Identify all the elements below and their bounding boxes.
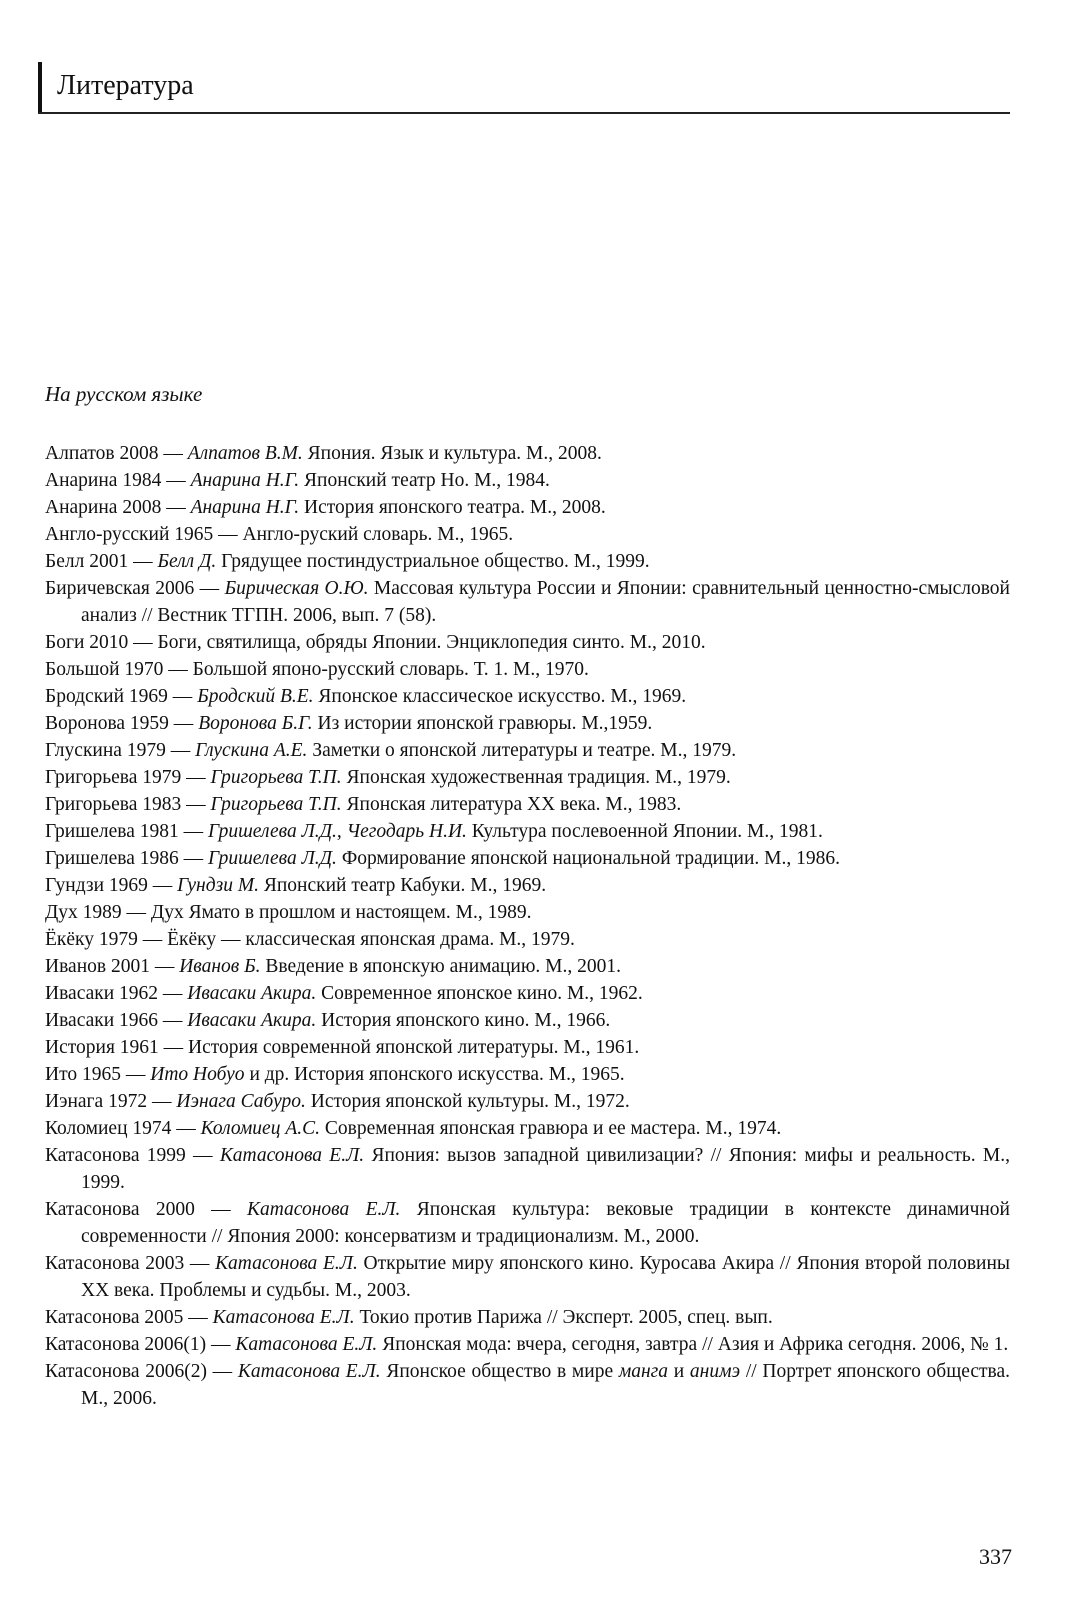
entry-author-italic: Катасонова Е.Л. [215,1253,358,1274]
bibliography-entry [45,1250,1010,1304]
entry-text: Алпатов 2008 — [45,443,188,464]
bibliography-entry [45,764,1010,791]
entry-text: Иэнага 1972 — [45,1091,177,1112]
entry-text: Дух 1989 — Дух Ямато в прошлом и настоящем. М., 1989. [45,902,532,923]
bibliography-entry [45,1142,1010,1196]
entry-text: Ёкёку 1979 — Ёкёку — классическая японская драма. М., 1979. [45,929,575,950]
bibliography-list [45,440,1010,1412]
entry-text: Гундзи 1969 — [45,875,178,896]
entry-text: Глускина 1979 — [45,740,196,761]
entry-author-italic: Катасонова Е.Л. [237,1361,381,1382]
entry-text: История 1961 — История современной японской литературы. М., 1961. [45,1037,640,1058]
entry-author-italic: Катасонова Е.Л. [219,1145,365,1166]
entry-author-italic: Ито Нобуо [150,1064,245,1085]
bibliography-entry [45,1061,1010,1088]
entry-text: Биричевская 2006 — [45,578,225,599]
bibliography-entry [45,1358,1010,1412]
entry-author-italic: Катасонова Е.Л. [247,1199,401,1220]
header-accent-bar [38,62,42,112]
page-number: 337 [979,1544,1012,1569]
entry-author-italic: Иэнага Сабуро. [176,1091,306,1112]
entry-text: Массовая культура России и Японии: сравнительный ценностно-смысловой анализ // Вестник ТГПН. 2006, вып. 7 (58). [81,578,1010,626]
entry-author-italic: Гришелева Л.Д., Чегодарь Н.И. [208,821,467,842]
entry-text: Коломиец 1974 — [45,1118,201,1139]
entry-author-italic: Ивасаки Акира. [187,983,317,1004]
bibliography-entry [45,494,1010,521]
bibliography-entry [45,710,1010,737]
entry-text: Из истории японской гравюры. М.,1959. [312,713,653,734]
entry-text: Открытие миру японского кино. Куросава Акира // Япония второй половины XX века. Проблемы и судьбы. М., 2003. [81,1253,1011,1301]
bibliography-entry [45,467,1010,494]
chapter-header [38,62,1010,114]
entry-text: Формирование японской национальной традиции. М., 1986. [336,848,841,869]
bibliography-entry [45,845,1010,872]
entry-author-italic: Анарина Н.Г. [190,497,300,518]
entry-text: Японская культура: вековые традиции в контексте динамичной современности // Япония 2000: консерватизм и традиционализм. М., 2000. [81,1199,1010,1247]
bibliography-entry [45,953,1010,980]
bibliography-entry [45,1088,1010,1115]
entry-text: Токио против Парижа // Эксперт. 2005, спец. вып. [354,1307,773,1328]
entry-author-italic: анимэ [689,1361,741,1382]
entry-text: Катасонова 1999 — [45,1145,220,1166]
entry-text: Белл 2001 — [45,551,158,572]
entry-text: Современная японская гравюра и ее мастера. М., 1974. [320,1118,782,1139]
entry-author-italic: Воронова Б.Г. [198,713,313,734]
entry-author-italic: Анарина Н.Г. [190,470,300,491]
entry-author-italic: Бирическая О.Ю. [224,578,369,599]
bibliography-entry [45,1196,1010,1250]
bibliography-entry [45,1115,1010,1142]
entry-author-italic: Иванов Б. [179,956,261,977]
entry-author-italic: манга [618,1361,669,1382]
entry-text: История японского театра. М., 2008. [299,497,606,518]
bibliography-entry [45,575,1010,629]
entry-text: Англо-русский 1965 — Англо-руский словарь. М., 1965. [45,524,514,545]
entry-text: Григорьева 1979 — [45,767,211,788]
entry-text: Иванов 2001 — [45,956,180,977]
entry-text: Ито 1965 — [45,1064,151,1085]
bibliography-entry [45,629,1010,656]
entry-text: Японская литература XX века. М., 1983. [341,794,682,815]
entry-author-italic: Ивасаки Акира. [187,1010,317,1031]
entry-text: Бродский 1969 — [45,686,198,707]
entry-author-italic: Глускина А.Е. [195,740,308,761]
bibliography-entry [45,1034,1010,1061]
entry-author-italic: Катасонова Е.Л. [235,1334,378,1355]
bibliography-entry [45,1331,1010,1358]
entry-text: Современное японское кино. М., 1962. [316,983,643,1004]
entry-text: Анарина 1984 — [45,470,191,491]
entry-text: Боги 2010 — Боги, святилища, обряды Японии. Энциклопедия синто. М., 2010. [45,632,706,653]
entry-text: и [668,1361,690,1382]
entry-text: История японской культуры. М., 1972. [305,1091,630,1112]
entry-author-italic: Григорьева Т.П. [210,794,342,815]
entry-text: Гришелева 1986 — [45,848,209,869]
section-title: На русском языке [45,382,203,406]
entry-text: Японская мода: вчера, сегодня, завтра // Азия и Африка сегодня. 2006, № 1. [377,1334,1009,1355]
bibliography-entry [45,1304,1010,1331]
entry-text: Японский театр Кабуки. М., 1969. [258,875,547,896]
entry-text: Катасонова 2003 — [45,1253,216,1274]
entry-text: Японская художественная традиция. М., 1979. [341,767,731,788]
entry-text: Япония. Язык и культура. М., 2008. [302,443,602,464]
entry-text: Японское классическое искусство. М., 1969. [313,686,687,707]
entry-author-italic: Гундзи М. [177,875,259,896]
bibliography-entry [45,1007,1010,1034]
entry-text: Грядущее постиндустриальное общество. М., 1999. [216,551,650,572]
entry-text: Катасонова 2000 — [45,1199,248,1220]
entry-text: Японское общество в мире [380,1361,619,1382]
entry-author-italic: Алпатов В.М. [187,443,303,464]
entry-text: Катасонова 2006(1) — [45,1334,236,1355]
entry-author-italic: Григорьева Т.П. [210,767,342,788]
entry-text: Введение в японскую анимацию. М., 2001. [260,956,622,977]
entry-text: Культура послевоенной Японии. М., 1981. [466,821,823,842]
entry-text: Григорьева 1983 — [45,794,211,815]
bibliography-entry [45,683,1010,710]
entry-author-italic: Гришелева Л.Д. [208,848,337,869]
entry-text: Анарина 2008 — [45,497,191,518]
bibliography-entry [45,791,1010,818]
entry-text: // Портрет японского общества. М., 2006. [81,1361,1011,1409]
entry-text: Катасонова 2006(2) — [45,1361,238,1382]
chapter-title: Литература [57,70,194,101]
bibliography-entry [45,818,1010,845]
bibliography-entry [45,980,1010,1007]
bibliography-entry [45,872,1010,899]
entry-text: Ивасаки 1966 — [45,1010,188,1031]
entry-text: и др. История японского искусства. М., 1965. [244,1064,625,1085]
entry-text: Японский театр Но. М., 1984. [299,470,550,491]
entry-author-italic: Коломиец А.С. [200,1118,321,1139]
entry-text: Гришелева 1981 — [45,821,209,842]
entry-text: Воронова 1959 — [45,713,199,734]
bibliography-entry [45,899,1010,926]
entry-text: Большой 1970 — Большой японо-русский словарь. Т. 1. М., 1970. [45,659,589,680]
bibliography-entry [45,656,1010,683]
bibliography-entry [45,737,1010,764]
entry-text: История японского кино. М., 1966. [316,1010,611,1031]
bibliography-entry [45,521,1010,548]
entry-author-italic: Белл Д. [157,551,217,572]
entry-text: Япония: вызов западной цивилизации? // Япония: мифы и реальность. М., 1999. [81,1145,1011,1193]
bibliography-entry [45,440,1010,467]
bibliography-entry [45,548,1010,575]
entry-author-italic: Бродский В.Е. [197,686,314,707]
entry-text: Катасонова 2005 — [45,1307,213,1328]
entry-text: Ивасаки 1962 — [45,983,188,1004]
entry-text: Заметки о японской литературы и театре. М., 1979. [307,740,737,761]
entry-author-italic: Катасонова Е.Л. [212,1307,355,1328]
bibliography-entry [45,926,1010,953]
